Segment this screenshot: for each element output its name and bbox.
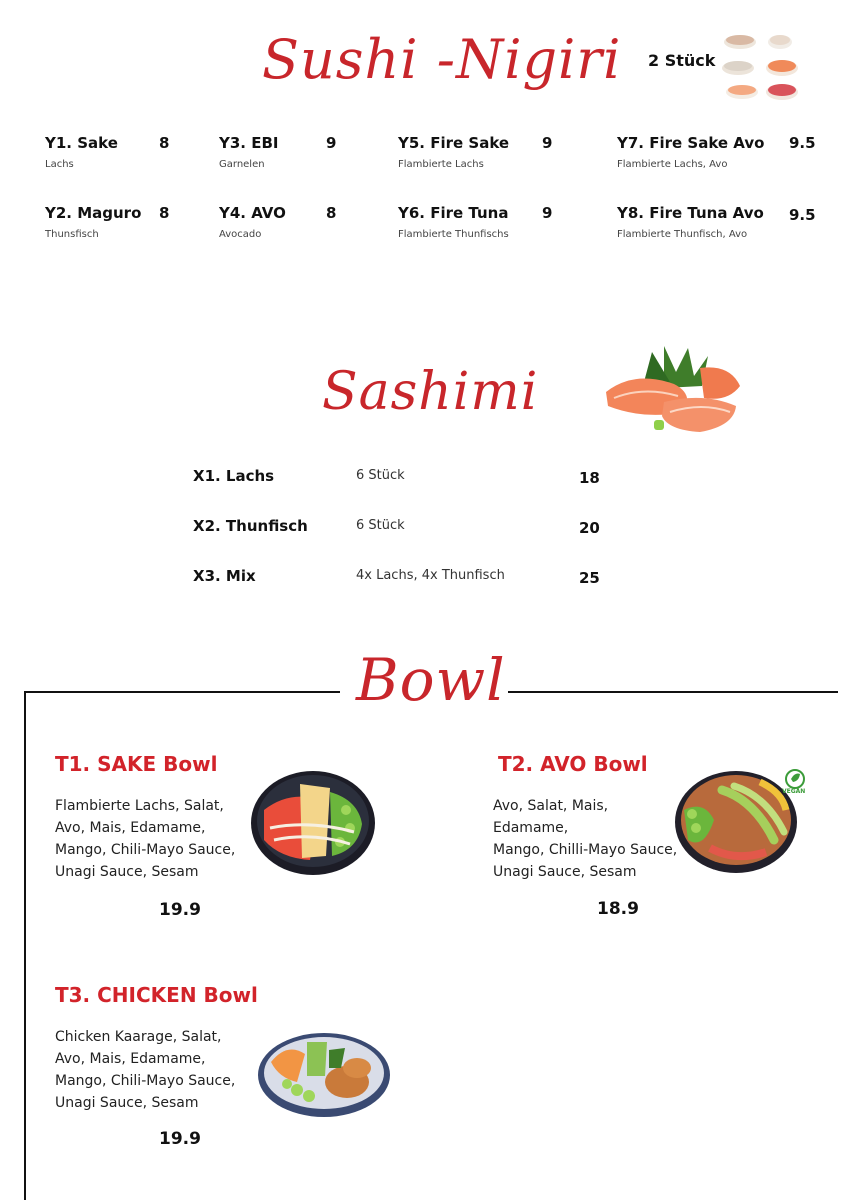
bowl-frame-left [24,691,26,1200]
item-desc: Flambierte Thunfisch, Avo [617,229,748,240]
nigiri-item [617,134,764,170]
sake-bowl-image [250,770,376,876]
bowl-item-desc [55,795,255,883]
item-price: 8 [159,134,170,152]
item-name: Y2. Maguro [45,204,142,222]
bowl-item-price: 19.9 [159,1129,201,1149]
item-name: Y1. Sake [45,134,118,152]
item-price: 8 [326,204,337,222]
item-price: 9 [542,204,553,222]
desc-line: Mango, Chilli-Mayo Sauce, [493,842,678,858]
desc-line: Unagi Sauce, Sesam [493,864,637,880]
sashimi-item-desc: 6 Stück [356,518,405,533]
bowl-title: Bowl [356,646,506,714]
item-name: Y6. Fire Tuna [398,204,509,222]
sashimi-item-name: X2. Thunfisch [193,517,308,535]
nigiri-item [219,204,286,240]
nigiri-title: Sushi -Nigiri [262,28,622,91]
sashimi-item-price: 18 [579,469,600,487]
item-desc: Flambierte Lachs, Avo [617,159,728,170]
sashimi-image [604,342,744,436]
desc-line: Avo, Mais, Edamame, [55,820,206,836]
nigiri-image [718,30,808,106]
item-desc: Thunsfisch [45,229,99,240]
nigiri-portion: 2 Stück [648,51,716,70]
bowl-frame-top-right [508,691,838,693]
bowl-item-desc [493,795,683,883]
desc-line: Avo, Mais, Edamame, [55,1051,206,1067]
nigiri-item [398,204,509,240]
item-price: 9.5 [789,134,816,152]
nigiri-item [398,134,509,170]
sashimi-title: Sashimi [322,362,539,422]
vegan-badge: VEGAN [782,788,806,795]
item-price: 9 [326,134,337,152]
item-desc: Garnelen [219,159,265,170]
sashimi-item-price: 25 [579,569,600,587]
sashimi-item-name: X1. Lachs [193,467,275,485]
avo-bowl-image [674,770,798,874]
item-price: 8 [159,204,170,222]
sashimi-item-name: X3. Mix [193,567,256,585]
item-price: 9.5 [789,206,816,224]
item-name: Y8. Fire Tuna Avo [617,204,764,222]
item-desc: Flambierte Thunfischs [398,229,509,240]
item-name: Y3. EBI [219,134,279,152]
desc-line: Unagi Sauce, Sesam [55,864,199,880]
desc-line: Mango, Chili-Mayo Sauce, [55,842,236,858]
nigiri-item [45,134,118,170]
sashimi-item-price: 20 [579,519,600,537]
nigiri-item [617,204,764,240]
item-name: Y5. Fire Sake [398,134,510,152]
bowl-item-price: 19.9 [159,900,201,920]
desc-line: Chicken Kaarage, Salat, [55,1029,222,1045]
desc-line: Avo, Salat, Mais, Edamame, [493,798,609,836]
bowl-item-price: 18.9 [597,899,639,919]
item-name: Y4. AVO [219,204,286,222]
bowl-item-desc [55,1026,255,1114]
nigiri-item [219,134,278,170]
bowl-item-name: T2. AVO Bowl [498,752,648,776]
desc-line: Mango, Chili-Mayo Sauce, [55,1073,236,1089]
bowl-frame-top-left [24,691,340,693]
item-price: 9 [542,134,553,152]
chicken-bowl-image [257,1032,391,1118]
sashimi-item-desc: 6 Stück [356,468,405,483]
sashimi-item-desc: 4x Lachs, 4x Thunfisch [356,568,505,583]
desc-line: Flambierte Lachs, Salat, [55,798,224,814]
item-desc: Avocado [219,229,262,240]
bowl-item-name: T3. CHICKEN Bowl [55,983,258,1007]
item-desc: Flambierte Lachs [398,159,484,170]
item-name: Y7. Fire Sake Avo [617,134,765,152]
nigiri-item [45,204,141,240]
item-desc: Lachs [45,159,74,170]
bowl-item-name: T1. SAKE Bowl [55,752,218,776]
desc-line: Unagi Sauce, Sesam [55,1095,199,1111]
